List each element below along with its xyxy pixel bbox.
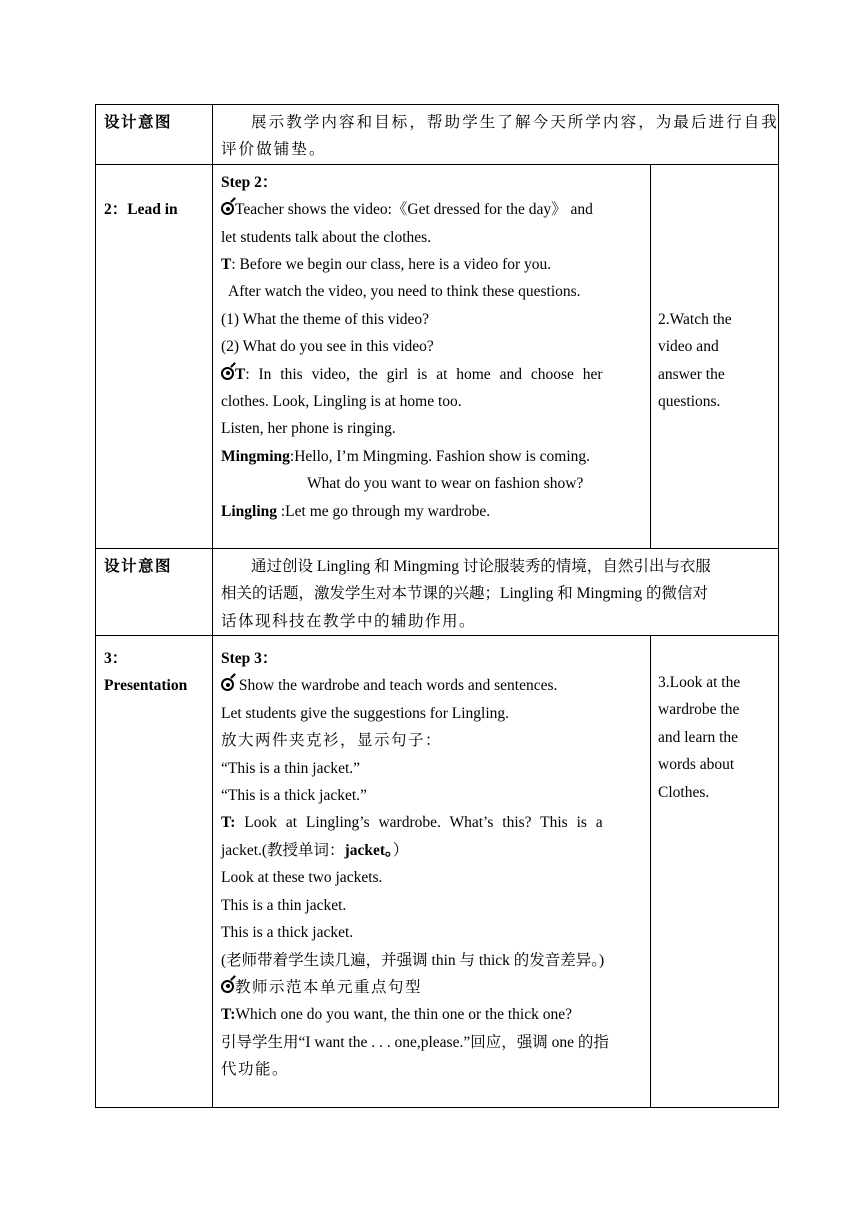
intent-1-line-1: 展示教学内容和目标，帮助学生了解今天所学内容，为最后进行自我 [251, 114, 780, 131]
note-line: and learn the [658, 728, 739, 746]
line-text: Look at Lingling’s wardrobe. What’s this? This is a [235, 814, 603, 832]
row-label-intent-1 [96, 105, 213, 165]
intent-2-line-3: 话体现科技在教学中的辅助作用。 [221, 612, 477, 630]
speaker-label: T: [221, 1006, 236, 1024]
presentation-line-12 [221, 974, 643, 1001]
lead-in-line-4: After watch the video, you need to think these questions. [228, 283, 581, 301]
target-icon [221, 678, 234, 691]
step-2-heading: Step 2： [221, 173, 278, 191]
presentation-line-11: (老师带着学生读几遍，并强调 thin 与 thick 的发音差异。) [221, 951, 605, 969]
presentation-line-10: This is a thick jacket. [221, 924, 354, 942]
intent-1-content [213, 105, 779, 165]
label-text: 设计意图 [104, 114, 173, 131]
target-icon [221, 980, 234, 993]
line-text: :Hello, I’m Mingming. Fashion show is coming. [289, 447, 590, 465]
line-text: 教师示范本单元重点句型 [235, 978, 423, 996]
lead-in-line-12 [221, 498, 643, 525]
presentation-content [213, 636, 651, 1108]
presentation-line-1 [221, 672, 643, 699]
speaker-label: T [235, 365, 246, 383]
intent-2-line-2: 相关的话题，激发学生对本节课的兴趣；Lingling 和 Mingming 的微信对 [221, 585, 708, 603]
table-row-intent-2 [96, 548, 779, 635]
sentence-thin-jacket: “This is a thin jacket.” [221, 759, 361, 777]
sentence-thick-jacket: “This is a thick jacket.” [221, 787, 367, 805]
presentation-line-8: Look at these two jackets. [221, 869, 383, 887]
lead-in-line-1 [221, 196, 643, 223]
presentation-student-activity [651, 636, 779, 1108]
lead-in-line-11: What do you want to wear on fashion show? [307, 475, 584, 493]
line-text: jacket.(教授单词： [221, 841, 345, 859]
presentation-line-14: 引导学生用“I want the . . . one,please.”回应，强调 one 的指 [221, 1033, 609, 1051]
note-line: wardrobe the [658, 701, 740, 719]
line-text: : Before we begin our class, here is a video for you. [231, 256, 552, 274]
line-text: Show the wardrobe and teach words and sentences. [235, 677, 558, 695]
presentation-line-9: This is a thin jacket. [221, 896, 347, 914]
line-text: Teacher shows the video:《Get dressed for the day》 and [235, 201, 593, 219]
lead-in-line-10 [221, 443, 643, 470]
speaker-label: T: [221, 814, 236, 832]
vocab-word: jacket。 [344, 841, 393, 859]
target-icon [221, 202, 234, 215]
presentation-line-6 [221, 809, 643, 836]
lesson-plan-table [95, 104, 779, 1108]
note-line: questions. [658, 393, 721, 411]
line-text: : In this video, the girl is at home and choose her [245, 365, 603, 383]
row-label-intent-2 [96, 548, 213, 635]
lead-in-line-3 [221, 251, 643, 278]
note-line: video and [658, 338, 719, 356]
note-line: words about [658, 756, 735, 774]
question-1: (1) What the theme of this video? [221, 310, 430, 328]
table-row-lead-in [96, 164, 779, 548]
presentation-line-13 [221, 1001, 643, 1028]
note-line: answer the [658, 365, 725, 383]
lead-in-line-8: clothes. Look, Lingling is at home too. [221, 393, 462, 411]
label-text: 设计意图 [104, 557, 173, 575]
speaker-label: Mingming [221, 447, 290, 465]
target-icon [221, 367, 234, 380]
label-text: 3： [104, 650, 128, 668]
note-line: 2.Watch the [658, 310, 732, 328]
presentation-line-7 [221, 837, 643, 864]
lead-in-student-activity [651, 164, 779, 548]
lead-in-line-9: Listen, her phone is ringing. [221, 420, 396, 438]
label-text: Presentation [104, 677, 188, 695]
presentation-line-3: 放大两件夹克衫，显示句子： [221, 732, 443, 750]
row-label-lead-in [96, 164, 213, 548]
line-text: Which one do you want, the thin one or the thick one? [235, 1006, 572, 1024]
line-text: :Let me go through my wardrobe. [277, 502, 491, 520]
table-row-intent-1 [96, 105, 779, 165]
label-text: 2：Lead in [104, 200, 178, 218]
lead-in-line-2: let students talk about the clothes. [221, 228, 432, 246]
step-3-heading: Step 3： [221, 650, 278, 668]
question-2: (2) What do you see in this video? [221, 338, 434, 356]
lesson-plan-document [95, 104, 778, 1108]
speaker-label: Lingling [221, 502, 277, 520]
intent-2-content [213, 548, 779, 635]
presentation-line-2: Let students give the suggestions for Lingling. [221, 704, 510, 722]
row-label-presentation [96, 636, 213, 1108]
lead-in-line-7 [221, 361, 643, 388]
lead-in-content [213, 164, 651, 548]
presentation-line-15: 代功能。 [221, 1061, 290, 1079]
intent-2-line-1: 通过创设 Lingling 和 Mingming 讨论服装秀的情境，自然引出与衣服 [251, 557, 711, 575]
table-row-presentation [96, 636, 779, 1108]
speaker-label: T [221, 256, 232, 274]
line-text: ） [392, 841, 409, 859]
note-line: Clothes. [658, 783, 710, 801]
note-line: 3.Look at the [658, 674, 741, 692]
intent-1-line-2: 评价做铺垫。 [221, 141, 327, 159]
